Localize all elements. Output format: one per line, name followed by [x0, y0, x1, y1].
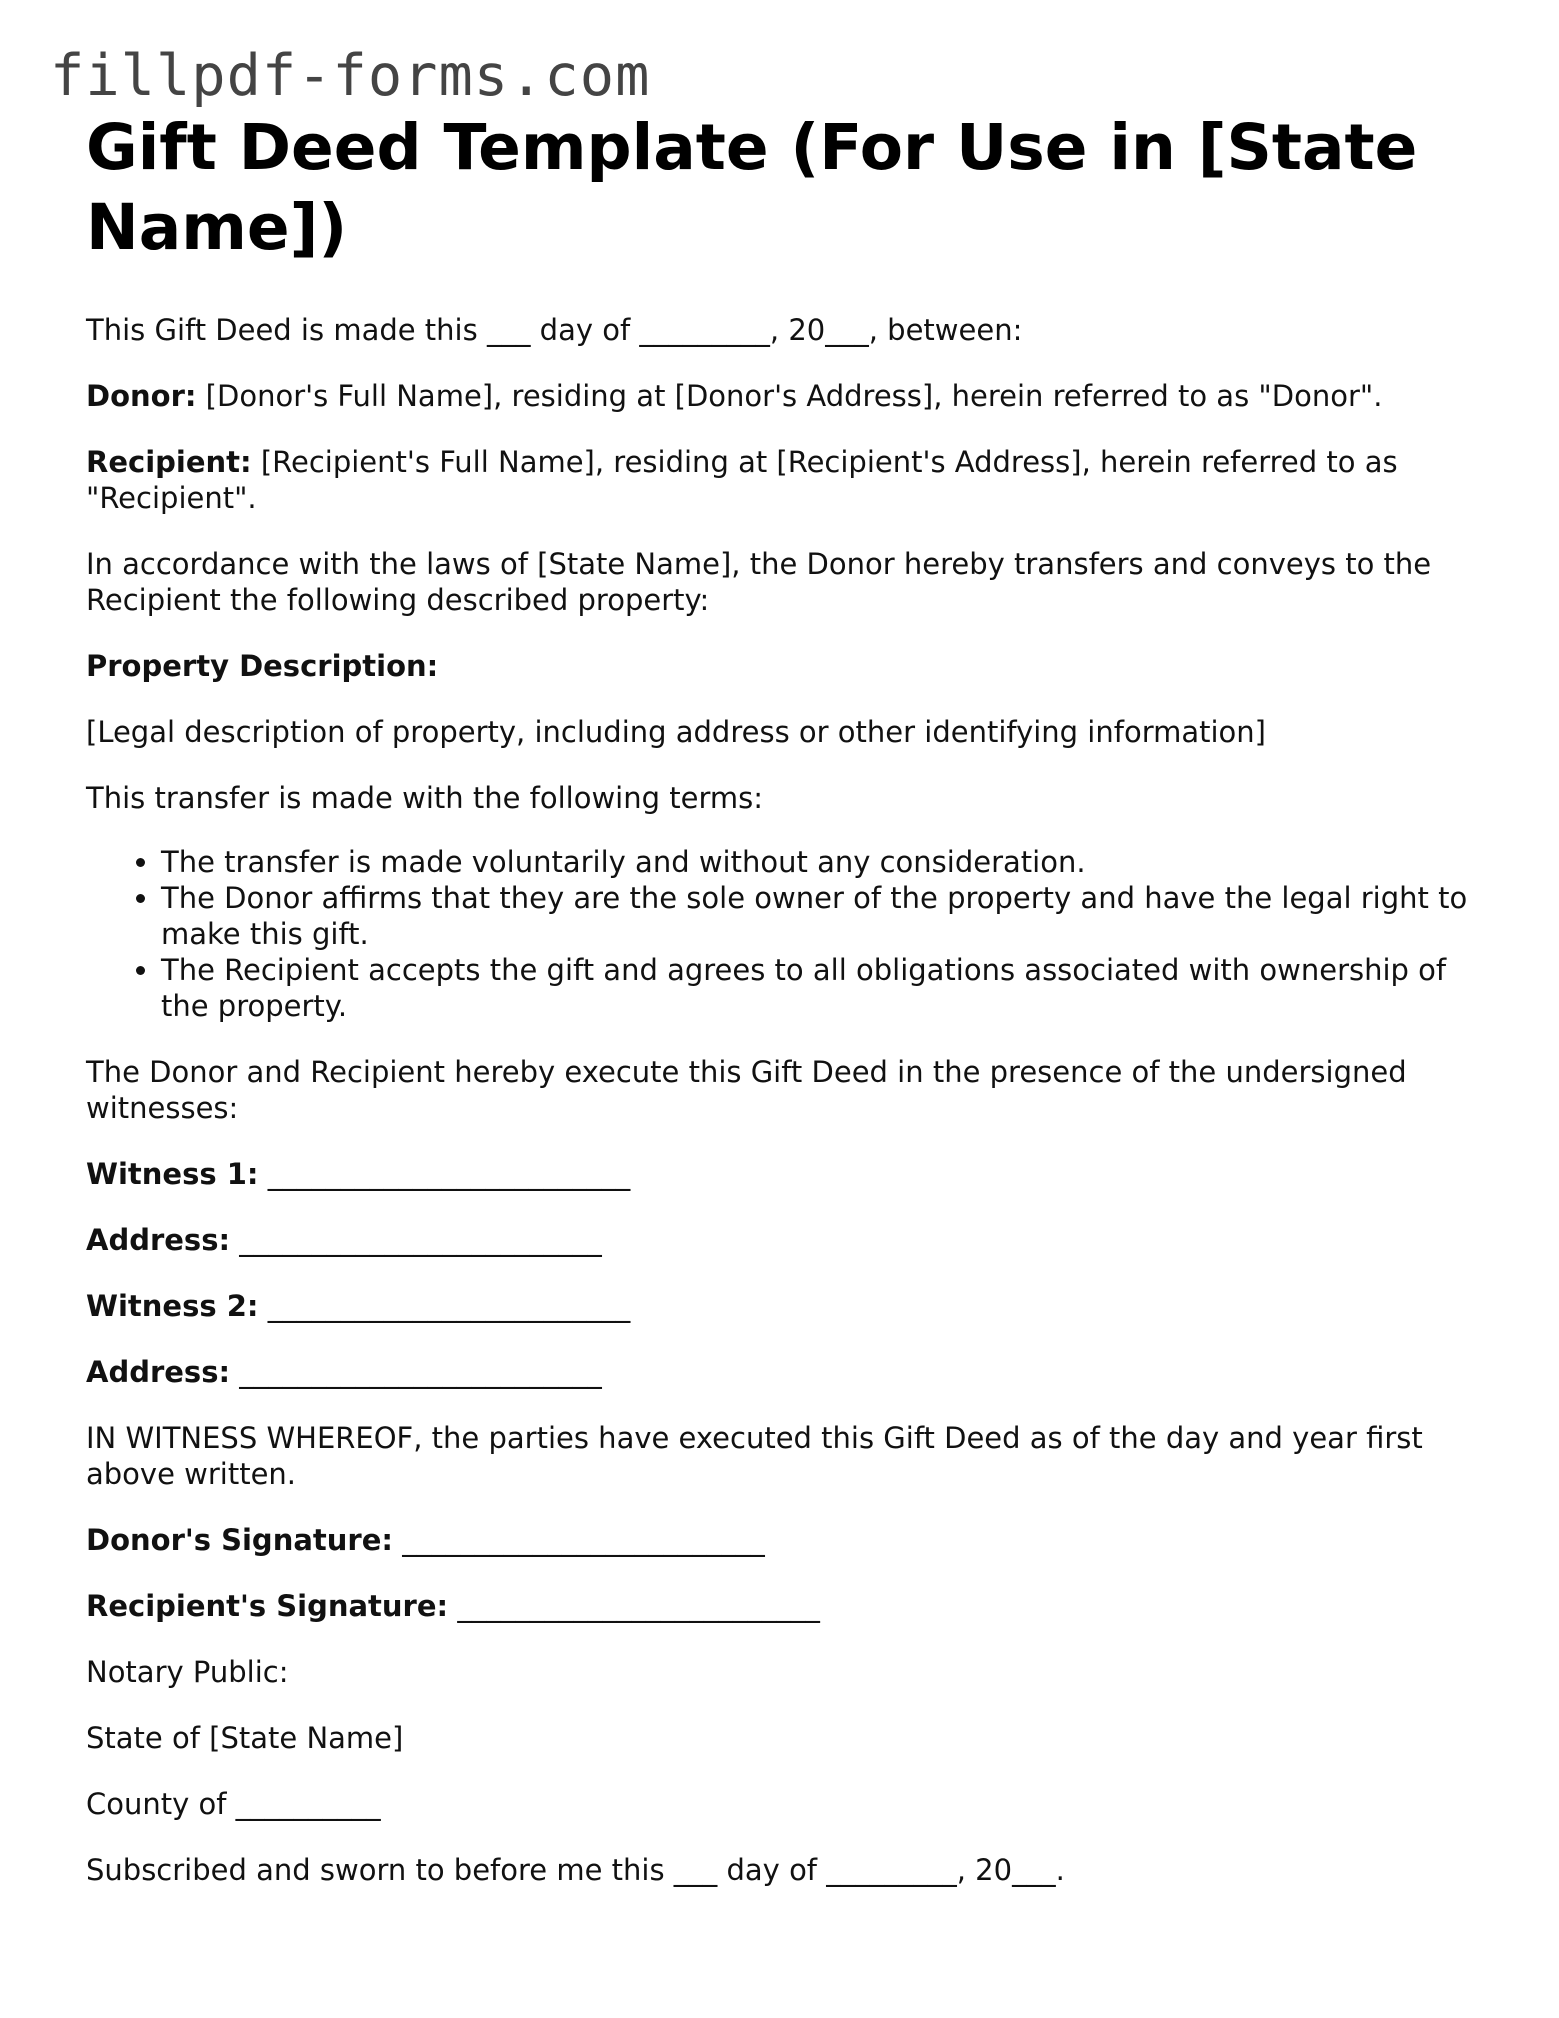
witness-2-blank[interactable]: _________________________	[258, 1289, 631, 1323]
document-page	[86, 108, 1486, 1918]
recipient-signature-line	[86, 1588, 1486, 1624]
donor-signature-label: Donor's Signature:	[86, 1523, 393, 1557]
witness-2-label: Witness 2:	[86, 1289, 259, 1323]
in-witness-clause: IN WITNESS WHEREOF, the parties have executed this Gift Deed as of the day and year first above written.	[86, 1421, 1423, 1491]
address-2-blank[interactable]: _________________________	[230, 1355, 602, 1389]
donor-signature-line	[86, 1522, 1486, 1558]
transfer-clause: In accordance with the laws of [State Name], the Donor hereby transfers and conveys to the Recipient the following described property:	[86, 547, 1432, 617]
intro-paragraph: This Gift Deed is made this ___ day of _________, 20___, between:	[86, 313, 1023, 347]
state-of-line: State of [State Name]	[86, 1721, 404, 1755]
donor-paragraph	[86, 378, 1486, 414]
subscribed-line: Subscribed and sworn to before me this ___ day of _________, 20___.	[86, 1853, 1065, 1887]
address-2-line	[86, 1354, 1486, 1390]
witness-1-label: Witness 1:	[86, 1157, 259, 1191]
donor-label: Donor:	[86, 379, 197, 413]
recipient-paragraph	[86, 444, 1486, 516]
donor-signature-blank[interactable]: _________________________	[392, 1523, 765, 1557]
witness-1-line	[86, 1156, 1486, 1192]
recipient-label: Recipient:	[86, 445, 252, 479]
witness-2-line	[86, 1288, 1486, 1324]
address-2-label: Address:	[86, 1355, 231, 1389]
recipient-signature-blank[interactable]: _________________________	[448, 1589, 820, 1623]
address-1-line	[86, 1222, 1486, 1258]
watermark: fillpdf-forms.com	[50, 43, 651, 109]
recipient-signature-label: Recipient's Signature:	[86, 1589, 449, 1623]
term-item: • The Donor affirms that they are the sole owner of the property and have the legal right to make this gift.	[161, 880, 1486, 952]
execution-clause: The Donor and Recipient hereby execute this Gift Deed in the presence of the undersigned witnesses:	[86, 1055, 1407, 1125]
donor-text: [Donor's Full Name], residing at [Donor's Address], herein referred to as "Donor".	[196, 379, 1383, 413]
address-1-label: Address:	[86, 1223, 231, 1257]
witness-1-blank[interactable]: _________________________	[258, 1157, 631, 1191]
recipient-text: [Recipient's Full Name], residing at [Recipient's Address], herein referred to as "Recipient".	[86, 445, 1398, 515]
address-1-blank[interactable]: _________________________	[230, 1223, 602, 1257]
terms-list	[86, 844, 1486, 1024]
term-item: • The Recipient accepts the gift and agrees to all obligations associated with ownership of the property.	[161, 952, 1486, 1024]
property-heading: Property Description:	[86, 649, 439, 683]
notary-label: Notary Public:	[86, 1655, 289, 1689]
property-description: [Legal description of property, including address or other identifying information]	[86, 715, 1266, 749]
term-item: • The transfer is made voluntarily and without any consideration.	[161, 844, 1486, 880]
county-of-line: County of __________	[86, 1787, 381, 1821]
document-title: Gift Deed Template (For Use in [State Name])	[86, 111, 1418, 264]
terms-intro: This transfer is made with the following terms:	[86, 781, 763, 815]
